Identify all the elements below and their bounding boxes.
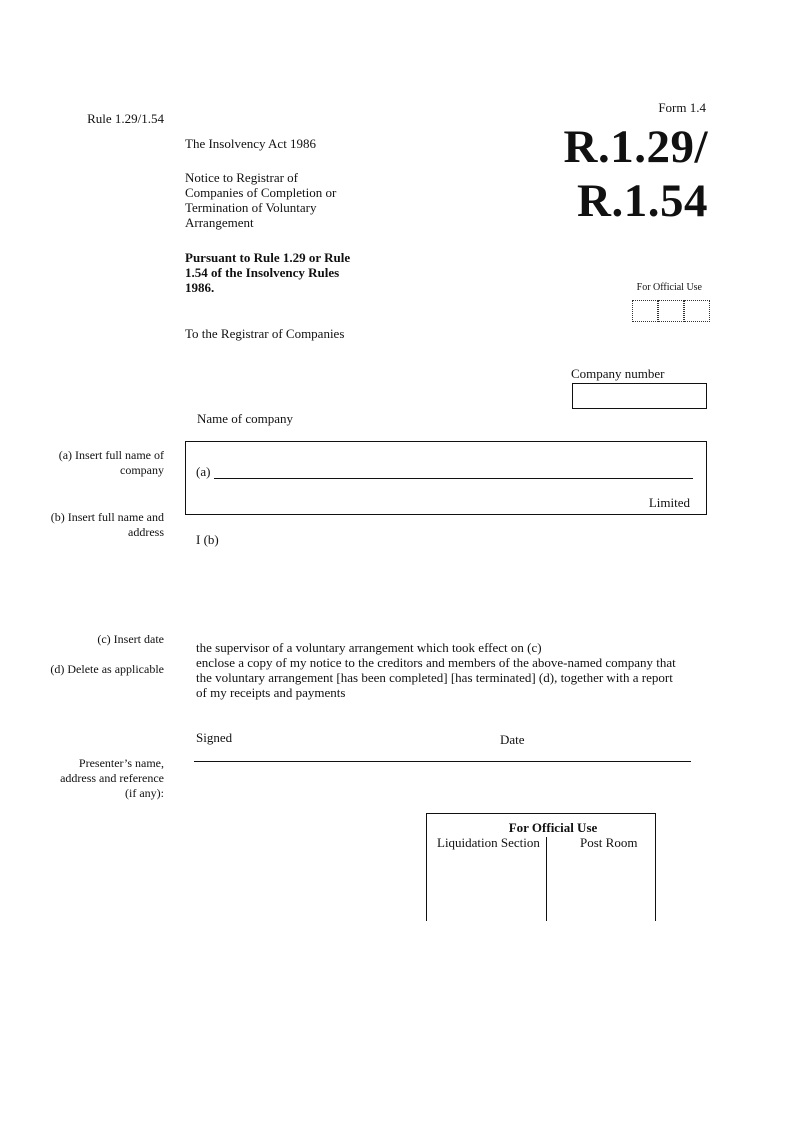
signed-label: Signed <box>196 730 233 745</box>
company-suffix: Limited <box>648 495 690 510</box>
margin-note-b <box>10 510 164 540</box>
official-box-top-border <box>426 813 656 814</box>
presenter-note <box>10 756 164 801</box>
post-room-label: Post Room <box>580 835 638 850</box>
official-box-divider <box>546 837 547 921</box>
statement-line: enclose a copy of my notice to the creditors and members of the above-named company that <box>196 655 676 670</box>
pursuant-line: 1986. <box>185 280 215 295</box>
notice-title-line: Companies of Completion or <box>185 185 337 200</box>
official-use-boxes <box>632 300 710 322</box>
rule-reference: Rule 1.29/1.54 <box>87 111 164 126</box>
company-name-label: Name of company <box>197 411 294 426</box>
pursuant-text <box>185 250 405 295</box>
statement-line: the supervisor of a voluntary arrangement which took effect on (c) <box>196 640 542 655</box>
pursuant-line: Pursuant to Rule 1.29 or Rule <box>185 250 351 265</box>
presenter-note-line: (if any): <box>125 786 164 800</box>
notice-title-line: Arrangement <box>185 215 254 230</box>
statement <box>196 640 716 700</box>
liquidation-section-label: Liquidation Section <box>437 835 540 850</box>
company-name-line <box>214 478 693 479</box>
margin-note-d: (d) Delete as applicable <box>50 662 164 676</box>
official-use-section <box>426 813 656 921</box>
company-name-box <box>185 441 707 515</box>
statement-line: the voluntary arrangement [has been completed] [has terminated] (d), together with a report <box>196 670 673 685</box>
company-name-prefix: (a) <box>196 464 211 479</box>
company-number-field[interactable] <box>572 383 707 409</box>
i-label: I (b) <box>196 532 219 547</box>
addressee: To the Registrar of Companies <box>185 326 345 341</box>
signature-line[interactable] <box>194 761 691 762</box>
notice-title <box>185 170 405 230</box>
form-code-line2: R.1.54 <box>577 175 708 227</box>
statement-line: of my receipts and payments <box>196 685 346 700</box>
official-use-box <box>658 300 684 322</box>
official-use-box <box>632 300 658 322</box>
official-box-title: For Official Use <box>508 820 598 835</box>
date-label: Date <box>500 732 525 747</box>
act-title: The Insolvency Act 1986 <box>185 136 317 151</box>
official-use-label: For Official Use <box>636 282 702 293</box>
margin-note-line: (a) Insert full name of <box>58 448 164 462</box>
official-use-box <box>684 300 710 322</box>
presenter-note-line: Presenter’s name, <box>78 756 164 770</box>
margin-note-a <box>10 448 164 478</box>
pursuant-line: 1.54 of the Insolvency Rules <box>185 265 340 280</box>
form-code-line1: R.1.29/ <box>563 121 708 173</box>
margin-note-c: (c) Insert date <box>97 632 164 646</box>
company-number-label: Company number <box>571 366 665 381</box>
margin-note-line: address <box>128 525 164 539</box>
supervisor-name-address-field[interactable] <box>230 528 700 608</box>
margin-note-line: (b) Insert full name and <box>50 510 164 524</box>
company-number-value <box>573 384 706 392</box>
presenter-note-line: address and reference <box>60 771 164 785</box>
notice-title-line: Notice to Registrar of <box>185 170 298 185</box>
margin-note-line: company <box>120 463 164 477</box>
form-number: Form 1.4 <box>658 100 706 115</box>
notice-title-line: Termination of Voluntary <box>185 200 317 215</box>
